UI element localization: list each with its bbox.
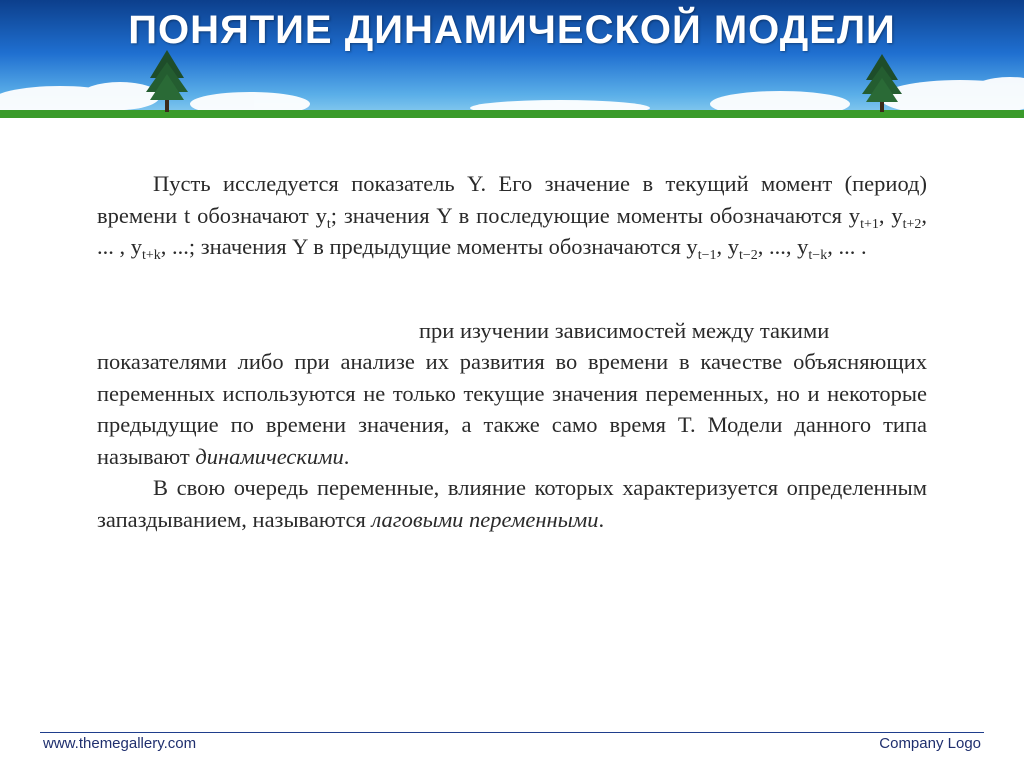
footer-company-logo: Company Logo [879, 735, 981, 752]
slide-body-text [97, 168, 927, 535]
footer-url[interactable]: www.themegallery.com [43, 735, 197, 752]
slide-header [0, 0, 1024, 118]
paragraph-lag-variables: В свою очередь переменные, влияние которых характеризуется определенным запаздыванием, называются лаговыми переменными. [97, 475, 927, 532]
slide-title: ПОНЯТИЕ ДИНАМИЧЕСКОЙ МОДЕЛИ [128, 8, 896, 52]
term-lag-variables: лаговыми переменными [371, 506, 599, 532]
paragraph-definition: Пусть исследуется показатель Y. Его значение в текущий момент (период) времени t обозначают $y_t$; значения Y в последующие моменты обозначаются $y_{t+1}$, $y_{t+2}$, ... , $y_{t+k}$, ...; значения Y в предыдущие моменты обозначаются $y_{t-1}$, $y_{t-2}$, ..., $y_{t-k}$, ... . [97, 171, 928, 263]
paragraph-dynamic-models: при изучении зависимостей между такими показателями либо при анализе их развития во времени в качестве объясняющих переменных используются не только текущие значения переменных, но и некоторые предыдущие по времени значения, а также само время T. Модели данного типа называют динамическими. [97, 317, 927, 469]
footer-divider [40, 732, 984, 733]
paragraph-gap [97, 263, 927, 315]
term-dynamic: динамическими [195, 443, 344, 469]
